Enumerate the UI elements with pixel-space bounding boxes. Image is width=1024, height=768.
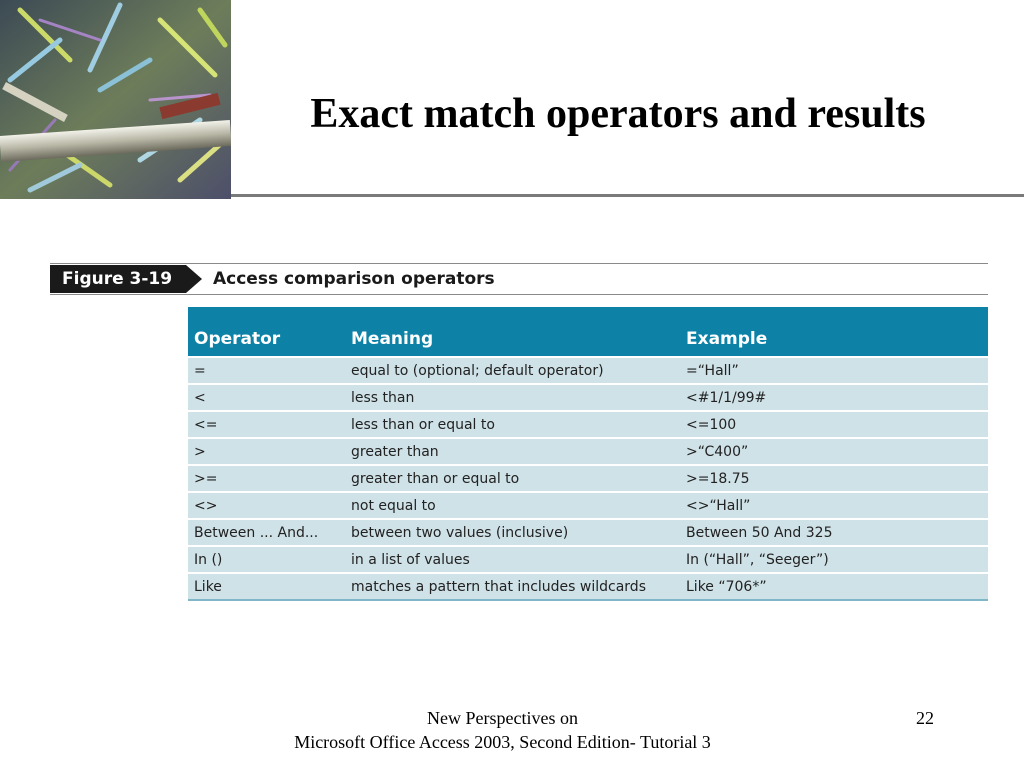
figure-caption: Access comparison operators — [213, 269, 495, 289]
operator-cell: < — [188, 384, 345, 411]
column-header-example: Example — [680, 307, 988, 357]
example-cell: >“C400” — [680, 438, 988, 465]
table-row — [188, 438, 988, 465]
operator-cell: > — [188, 438, 345, 465]
example-cell: <=100 — [680, 411, 988, 438]
meaning-cell: between two values (inclusive) — [345, 519, 680, 546]
table-row — [188, 519, 988, 546]
example-cell: <>“Hall” — [680, 492, 988, 519]
table-row — [188, 357, 988, 384]
table-row — [188, 492, 988, 519]
meaning-cell: matches a pattern that includes wildcards — [345, 573, 680, 600]
example-cell: >=18.75 — [680, 465, 988, 492]
example-cell: =“Hall” — [680, 357, 988, 384]
slide-title: Exact match operators and results — [310, 91, 926, 137]
operator-cell: <> — [188, 492, 345, 519]
example-cell: Between 50 And 325 — [680, 519, 988, 546]
table-row — [188, 546, 988, 573]
meaning-cell: less than — [345, 384, 680, 411]
comparison-operators-table — [188, 307, 988, 601]
table-row — [188, 411, 988, 438]
slide-footer — [250, 706, 755, 754]
decorative-corner-image — [0, 0, 231, 199]
table-row — [188, 465, 988, 492]
operator-cell: >= — [188, 465, 345, 492]
figure-label-arrow-icon — [186, 265, 202, 293]
footer-line-1: New Perspectives on — [427, 708, 578, 728]
table-header-row — [188, 307, 988, 357]
operator-cell: Like — [188, 573, 345, 600]
table-row — [188, 573, 988, 600]
meaning-cell: greater than or equal to — [345, 465, 680, 492]
figure-header — [50, 263, 988, 295]
operator-cell: Between ... And... — [188, 519, 345, 546]
table-row — [188, 384, 988, 411]
operator-cell: <= — [188, 411, 345, 438]
operator-cell: In () — [188, 546, 345, 573]
meaning-cell: not equal to — [345, 492, 680, 519]
figure-header-bottom-rule — [50, 294, 988, 295]
meaning-cell: less than or equal to — [345, 411, 680, 438]
example-cell: Like “706*” — [680, 573, 988, 600]
meaning-cell: greater than — [345, 438, 680, 465]
title-divider — [231, 194, 1024, 197]
operator-cell: = — [188, 357, 345, 384]
column-header-operator: Operator — [188, 307, 345, 357]
column-header-meaning: Meaning — [345, 307, 680, 357]
footer-line-2: Microsoft Office Access 2003, Second Edition- Tutorial 3 — [294, 732, 711, 752]
figure-header-top-rule — [50, 263, 988, 264]
figure-label: Figure 3-19 — [50, 265, 186, 293]
example-cell: In (“Hall”, “Seeger”) — [680, 546, 988, 573]
meaning-cell: equal to (optional; default operator) — [345, 357, 680, 384]
meaning-cell: in a list of values — [345, 546, 680, 573]
page-number: 22 — [916, 708, 934, 728]
example-cell: <#1/1/99# — [680, 384, 988, 411]
